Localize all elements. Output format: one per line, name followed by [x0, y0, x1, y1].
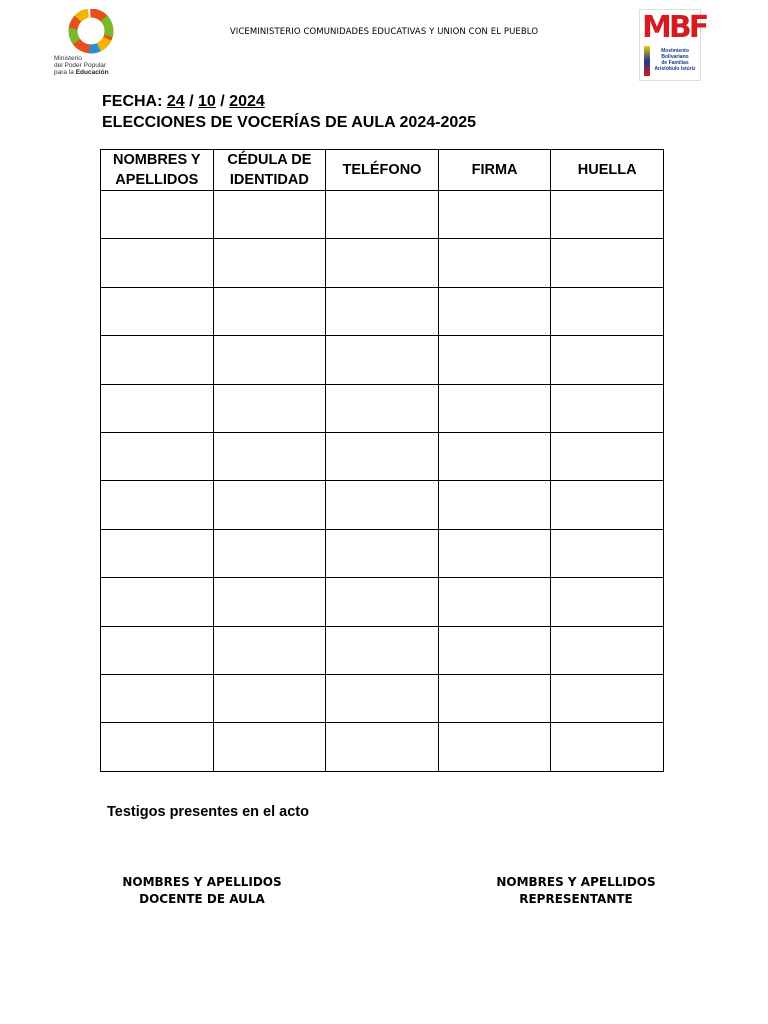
table-row — [101, 287, 664, 335]
table-cell[interactable] — [326, 384, 439, 432]
table-cell[interactable] — [101, 191, 214, 239]
table-cell[interactable] — [438, 287, 551, 335]
date-day: 24 — [166, 93, 185, 110]
logo-left-line2: del Poder Popular — [54, 62, 107, 69]
column-header-telefono: TELÉFONO — [326, 150, 439, 191]
table-cell[interactable] — [438, 384, 551, 432]
table-row — [101, 191, 664, 239]
table-cell[interactable] — [551, 674, 664, 722]
table-cell[interactable] — [101, 674, 214, 722]
table-row — [101, 674, 664, 722]
table-cell[interactable] — [101, 481, 214, 529]
table-cell[interactable] — [551, 191, 664, 239]
mbf-logo-mark: MBF — [642, 10, 707, 45]
ministry-emblem-icon — [54, 9, 128, 55]
table-cell[interactable] — [326, 626, 439, 674]
date-year: 2024 — [229, 93, 265, 110]
logo-left-line1: Ministerio — [54, 55, 82, 62]
date-label: FECHA: — [102, 93, 167, 110]
table-row — [101, 432, 664, 480]
table-cell[interactable] — [438, 336, 551, 384]
table-cell[interactable] — [438, 578, 551, 626]
table-cell[interactable] — [101, 336, 214, 384]
table-row — [101, 336, 664, 384]
table-row — [101, 578, 664, 626]
table-row — [101, 481, 664, 529]
table-body — [101, 191, 664, 772]
table-cell[interactable] — [213, 239, 326, 287]
ministry-logo — [54, 9, 128, 82]
table-cell[interactable] — [213, 191, 326, 239]
date-month: 10 — [198, 93, 216, 110]
table-row — [101, 529, 664, 577]
table-cell[interactable] — [326, 191, 439, 239]
table-cell[interactable] — [213, 287, 326, 335]
mbf-logo — [639, 9, 707, 81]
table-cell[interactable] — [438, 239, 551, 287]
table-header-row — [101, 150, 664, 191]
column-header-cedula: CÉDULA DE IDENTIDAD — [213, 150, 326, 191]
table-row — [101, 384, 664, 432]
table-cell[interactable] — [101, 384, 214, 432]
table-cell[interactable] — [551, 287, 664, 335]
column-header-nombres: NOMBRES Y APELLIDOS — [101, 150, 214, 191]
table-cell[interactable] — [213, 336, 326, 384]
table-cell[interactable] — [101, 626, 214, 674]
table-cell[interactable] — [438, 432, 551, 480]
table-cell[interactable] — [101, 239, 214, 287]
table-cell[interactable] — [101, 529, 214, 577]
table-cell[interactable] — [551, 578, 664, 626]
table-cell[interactable] — [326, 239, 439, 287]
table-cell[interactable] — [326, 432, 439, 480]
table-cell[interactable] — [101, 432, 214, 480]
table-cell[interactable] — [551, 481, 664, 529]
table-cell[interactable] — [551, 384, 664, 432]
table-cell[interactable] — [326, 287, 439, 335]
document-title: ELECCIONES DE VOCERÍAS DE AULA 2024-2025 — [102, 114, 477, 131]
table-cell[interactable] — [326, 674, 439, 722]
table-cell[interactable] — [326, 481, 439, 529]
mbf-logo-text: Movimiento Bolivariano de Familias Aristóbulo Istúriz — [654, 48, 696, 72]
table-cell[interactable] — [551, 336, 664, 384]
table-cell[interactable] — [101, 287, 214, 335]
table-cell[interactable] — [438, 723, 551, 771]
registration-table — [100, 149, 664, 772]
column-header-firma: FIRMA — [438, 150, 551, 191]
date-line: FECHA: 24 / 10 / 2024 — [102, 93, 265, 110]
logo-left-line3: para la Educación — [54, 69, 109, 76]
table-cell[interactable] — [551, 626, 664, 674]
table-cell[interactable] — [326, 336, 439, 384]
table-cell[interactable] — [438, 674, 551, 722]
signature-representante: NOMBRES Y APELLIDOS REPRESENTANTE — [496, 875, 656, 906]
table-row — [101, 239, 664, 287]
witnesses-heading: Testigos presentes en el acto — [107, 804, 309, 820]
mbf-flag-icon — [644, 46, 650, 76]
table-row — [101, 723, 664, 771]
table-cell[interactable] — [438, 529, 551, 577]
column-header-huella: HUELLA — [551, 150, 664, 191]
table-cell[interactable] — [438, 191, 551, 239]
table-cell[interactable] — [213, 578, 326, 626]
table-cell[interactable] — [326, 529, 439, 577]
table-cell[interactable] — [551, 432, 664, 480]
table-cell[interactable] — [213, 481, 326, 529]
table-cell[interactable] — [438, 626, 551, 674]
table-cell[interactable] — [213, 384, 326, 432]
table-cell[interactable] — [213, 723, 326, 771]
header-title: VICEMINISTERIO COMUNIDADES EDUCATIVAS Y UNION CON EL PUEBLO — [229, 27, 539, 37]
table-row — [101, 626, 664, 674]
table-cell[interactable] — [213, 529, 326, 577]
table-cell[interactable] — [213, 432, 326, 480]
table-cell[interactable] — [326, 723, 439, 771]
table-cell[interactable] — [101, 723, 214, 771]
signature-docente: NOMBRES Y APELLIDOS DOCENTE DE AULA — [122, 875, 282, 906]
table-cell[interactable] — [551, 529, 664, 577]
table-cell[interactable] — [213, 674, 326, 722]
table-cell[interactable] — [213, 626, 326, 674]
table-cell[interactable] — [326, 578, 439, 626]
ministry-logo-text — [54, 55, 109, 76]
table-cell[interactable] — [438, 481, 551, 529]
table-cell[interactable] — [551, 239, 664, 287]
table-cell[interactable] — [551, 723, 664, 771]
table-cell[interactable] — [101, 578, 214, 626]
